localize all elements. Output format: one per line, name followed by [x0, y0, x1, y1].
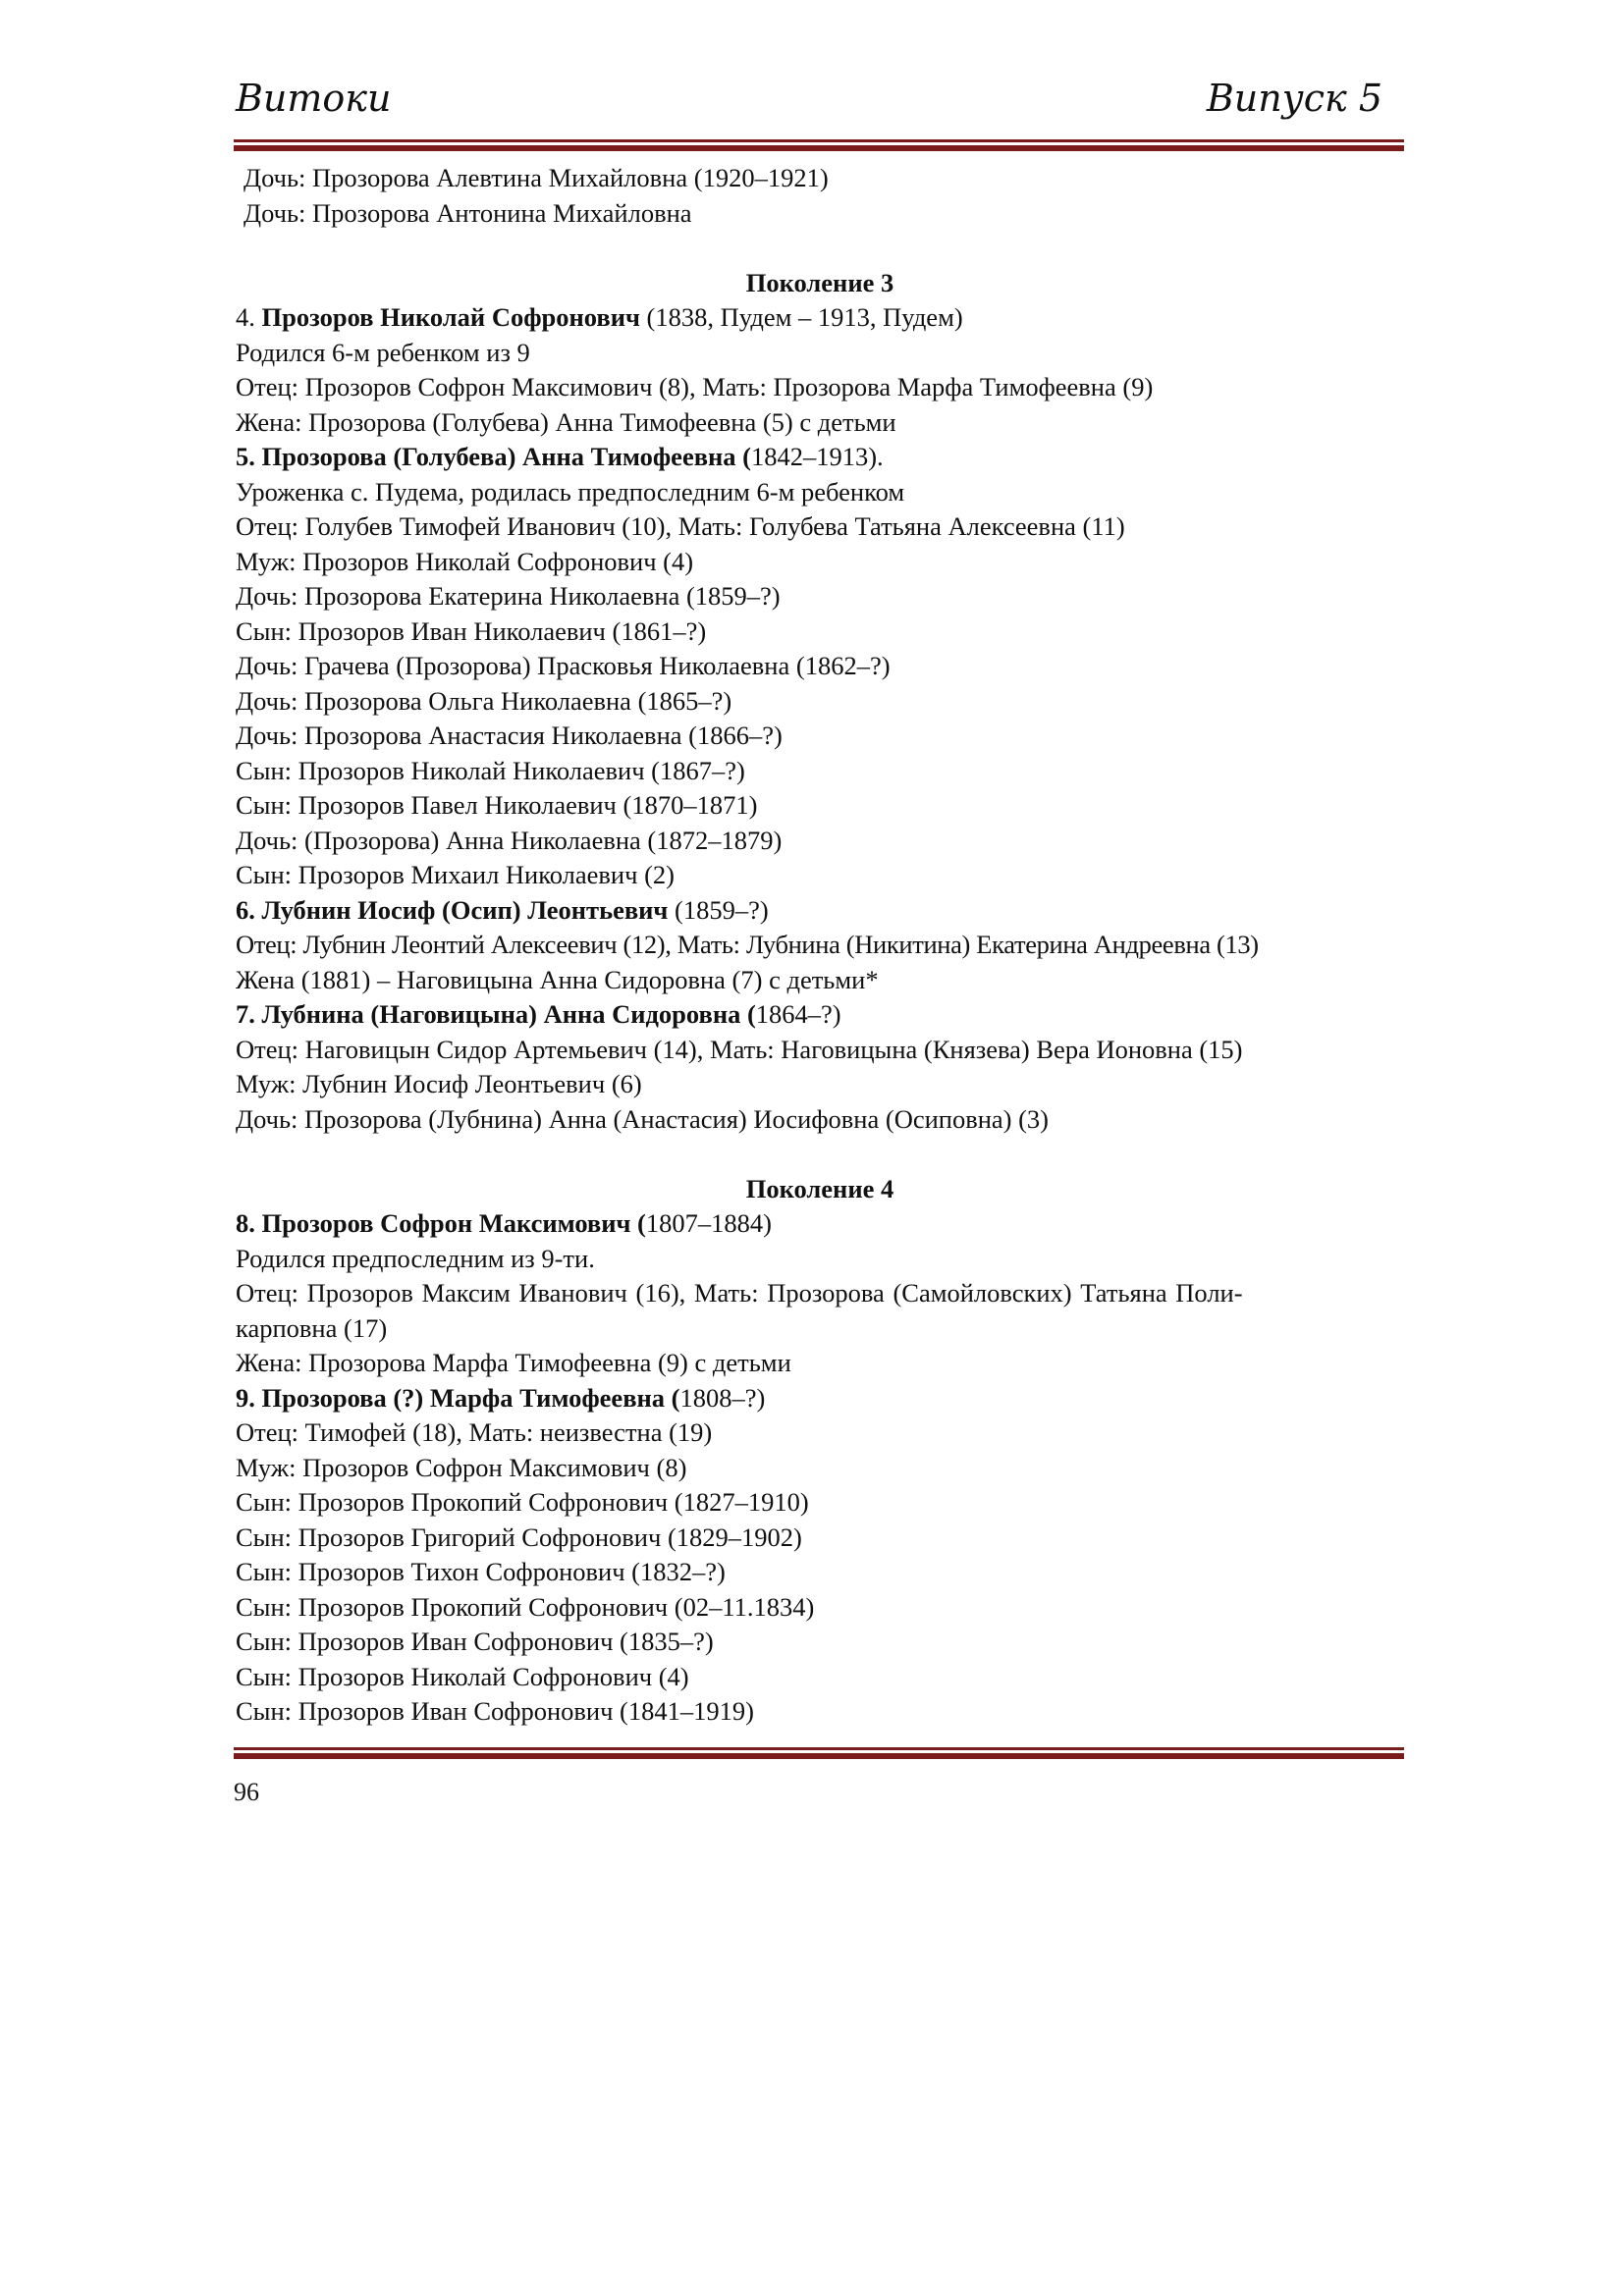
person-4-entry: [236, 300, 1404, 336]
text-line: Отец: Наговицын Сидор Артемьевич (14), Мать: Наговицына (Князева) Вера Ионовна (15): [236, 1034, 1243, 1064]
text-line: Отец: Прозоров Софрон Максимович (8), Мать: Прозорова Марфа Тимофеевна (9): [236, 372, 1154, 401]
person-name: 8. Прозоров Софрон Максимович (: [236, 1208, 646, 1238]
person-5-entry: [236, 440, 1404, 475]
person-name: 6. Лубнин Иосиф (Осип) Леонтьевич: [236, 894, 669, 925]
running-header: [236, 77, 1402, 126]
text-line: Муж: Лубнин Иосиф Леонтьевич (6): [236, 1069, 642, 1098]
person-8-entry: [236, 1206, 1404, 1242]
text-line: Родился предпоследним из 9-ти.: [236, 1243, 595, 1273]
text-line: Сын: Прозоров Григорий Софронович (1829–1902): [236, 1522, 802, 1552]
person-dates: 1842–1913).: [750, 442, 884, 471]
text-line: Сын: Прозоров Иван Софронович (1841–1919): [236, 1696, 754, 1726]
text-line: Жена (1881) – Наговицына Анна Сидоровна (7) с детьми*: [236, 964, 879, 994]
header-issue-number: Випуск 5: [1206, 77, 1382, 120]
person-dates: 1864–?): [755, 999, 841, 1029]
text-line: Отец: Лубнин Леонтий Алексеевич (12), Мать: Лубнина (Никитина) Екатерина Андреевна (13): [236, 930, 1259, 959]
text-line: Родился 6-м ребенком из 9: [236, 337, 530, 367]
text-line: Отец: Прозоров Максим Иванович (16), Мать: Прозорова (Самойловских) Татьяна Поли-: [236, 1278, 1243, 1308]
text-line: Дочь: Прозорова Антонина Михайловна: [244, 197, 692, 228]
person-7-entry: [236, 997, 1404, 1033]
person-name: Прозоров Николай Софронович: [261, 302, 640, 332]
header-journal-title: Витоки: [236, 77, 392, 120]
text-line: Отец: Тимофей (18), Мать: неизвестна (19): [236, 1417, 713, 1447]
person-dates: 1808–?): [679, 1382, 766, 1413]
entry-number: 4.: [236, 302, 255, 332]
text-line: Сын: Прозоров Михаил Николаевич (2): [236, 860, 675, 889]
person-dates: (1838, Пудем – 1913, Пудем): [646, 302, 963, 332]
person-name: 5. Прозорова (Голубева) Анна Тимофеевна (: [236, 442, 751, 471]
text-line: карповна (17): [236, 1312, 388, 1343]
text-line: Сын: Прозоров Павел Николаевич (1870–1871): [236, 790, 758, 820]
text-line: Уроженка с. Пудема, родилась предпоследним 6-м ребенком: [236, 476, 905, 507]
person-dates: 1807–1884): [645, 1208, 772, 1238]
text-line: Дочь: Прозорова Алевтина Михайловна (1920–1921): [244, 163, 829, 192]
text-line: Сын: Прозоров Прокопий Софронович (1827–1910): [236, 1487, 809, 1517]
text-line: Дочь: Прозорова Анастасия Николаевна (1866–?): [236, 721, 783, 750]
footer-rule: [234, 1747, 1404, 1759]
page-number: 96: [234, 1778, 259, 1806]
person-6-entry: [236, 893, 1404, 929]
text-line: Сын: Прозоров Тихон Софронович (1832–?): [236, 1557, 726, 1586]
text-line: Дочь: (Прозорова) Анна Николаевна (1872–1879): [236, 825, 783, 855]
text-line: Муж: Прозоров Софрон Максимович (8): [236, 1452, 687, 1482]
text-line: Дочь: Грачева (Прозорова) Прасковья Николаевна (1862–?): [236, 651, 891, 680]
text-line: Сын: Прозоров Прокопий Софронович (02–11.1834): [236, 1591, 815, 1622]
text-line: Жена: Прозорова (Голубева) Анна Тимофеевна (5) с детьми: [236, 406, 896, 437]
text-line: Сын: Прозоров Николай Николаевич (1867–?): [236, 755, 745, 785]
text-line: Дочь: Прозорова (Лубнина) Анна (Анастасия) Иосифовна (Осиповна) (3): [236, 1103, 1050, 1134]
generation-4-heading: Поколение 4: [745, 1173, 894, 1203]
generation-3-heading: Поколение 3: [745, 267, 894, 297]
person-name: 9. Прозорова (?) Марфа Тимофеевна (: [236, 1382, 680, 1413]
text-line: Дочь: Прозорова Ольга Николаевна (1865–?): [236, 685, 732, 716]
text-line: Сын: Прозоров Иван Николаевич (1861–?): [236, 615, 707, 646]
text-line: Дочь: Прозорова Екатерина Николаевна (1859–?): [236, 581, 781, 611]
person-dates: (1859–?): [675, 894, 769, 925]
text-line: Сын: Прозоров Николай Софронович (4): [236, 1661, 689, 1691]
header-rule: [234, 139, 1404, 151]
text-line: Муж: Прозоров Николай Софронович (4): [236, 546, 694, 576]
text-line: Сын: Прозоров Иван Софронович (1835–?): [236, 1627, 714, 1656]
page-content: [236, 161, 1404, 1730]
text-line: Жена: Прозорова Марфа Тимофеевна (9) с детьми: [236, 1348, 791, 1377]
person-9-entry: [236, 1381, 1404, 1416]
text-line: Отец: Голубев Тимофей Иванович (10), Мать: Голубева Татьяна Алексеевна (11): [236, 511, 1125, 541]
person-name: 7. Лубнина (Наговицына) Анна Сидоровна (: [236, 999, 756, 1029]
